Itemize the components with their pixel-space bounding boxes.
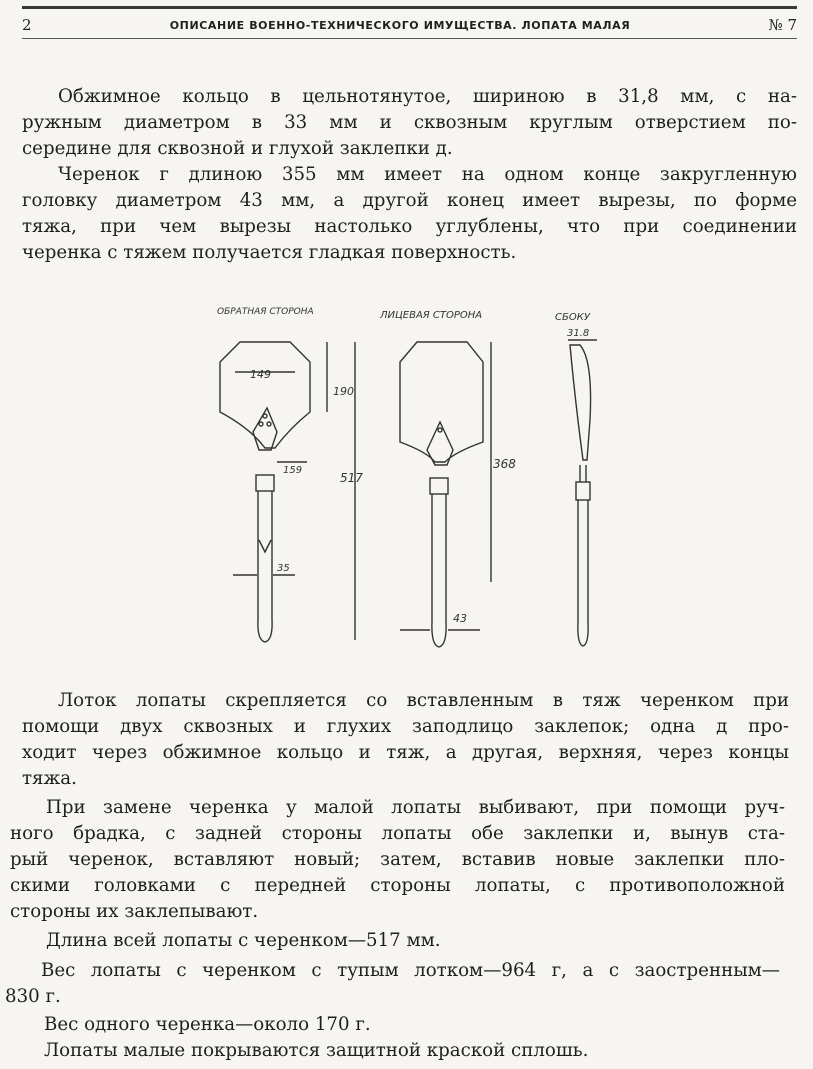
text-line: ружным диаметром в 33 мм и сквозным круглым отверстием по- <box>22 112 797 133</box>
text-line: тяжа. <box>22 768 77 789</box>
text-line: Лопаты малые покрываются защитной краской сплошь. <box>44 1040 589 1061</box>
text-line: При замене черенка у малой лопаты выбивают, при помощи руч- <box>46 797 785 818</box>
paragraph-zamena <box>10 795 785 925</box>
paragraph-kraska <box>8 1038 783 1064</box>
shovel-technical-drawing <box>195 300 635 660</box>
dim-head-diameter: 43 <box>453 612 467 625</box>
text-line: черенка с тяжем получается гладкая поверхность. <box>22 242 517 263</box>
text-line: 830 г. <box>5 986 61 1007</box>
dim-blade-width: 149 <box>250 368 271 381</box>
paragraph-lotok <box>22 688 789 792</box>
text-line: Лоток лопаты скрепляется со вставленным в тяж черенком при <box>58 690 789 711</box>
running-title: ОПИСАНИЕ ВОЕННО-ТЕХНИЧЕСКОГО ИМУЩЕСТВА. ЛОПАТА МАЛАЯ <box>169 18 631 32</box>
dim-front-length: 368 <box>493 457 516 471</box>
dim-total-length: 517 <box>340 471 363 485</box>
text-line: рый черенок, вставляют новый; затем, вставив новые заклепки пло- <box>10 849 785 870</box>
text-line: ного брадка, с задней стороны лопаты обе заклепки и, вынув ста- <box>10 823 785 844</box>
text-line: Длина всей лопаты с черенком—517 мм. <box>46 930 441 951</box>
text-line: головку диаметром 43 мм, а другой конец имеет вырезы, по форме <box>22 190 797 211</box>
label-side: СБОКУ <box>555 312 590 323</box>
text-line: стороны их заклепывают. <box>10 901 259 922</box>
text-line: помощи двух сквозных и глухих заподлицо заклепок; одна д про- <box>22 716 789 737</box>
running-header <box>22 12 797 39</box>
paragraph-dlina <box>10 928 785 954</box>
text-line: ходит через обжимное кольцо и тяж, а другая, верхняя, через концы <box>22 742 789 763</box>
issue-number: № 7 <box>768 16 797 34</box>
dim-ring-width: 31.8 <box>567 328 590 339</box>
paragraph-obzhimnoe-koltso <box>22 84 797 162</box>
paragraph-ves-cherenka <box>8 1012 783 1038</box>
dim-neck-width: 159 <box>283 465 303 476</box>
text-line: тяжа, при чем вырезы настолько углублены, что при соединении <box>22 216 797 237</box>
text-line: скими головками с передней стороны лопаты, с противоположной <box>10 875 785 896</box>
shovel-front-view <box>400 342 491 647</box>
page-number: 2 <box>22 16 32 34</box>
text-line: середине для сквозной и глухой заклепки д. <box>22 138 453 159</box>
label-back-side: ОБРАТНАЯ СТОРОНА <box>217 307 314 317</box>
text-line: Обжимное кольцо в цельнотянутое, шириною в 31,8 мм, с на- <box>58 86 797 107</box>
shovel-side-view <box>568 340 597 646</box>
dim-handle-diameter: 35 <box>277 563 290 574</box>
header-rule <box>22 6 797 9</box>
paragraph-ves <box>5 958 780 1010</box>
label-front-side: ЛИЦЕВАЯ СТОРОНА <box>380 310 483 321</box>
text-line: Вес лопаты с черенком с тупым лотком—964 г, а с заостренным— <box>41 960 780 981</box>
text-line: Черенок г длиною 355 мм имеет на одном конце закругленную <box>58 164 797 185</box>
text-line: Вес одного черенка—около 170 г. <box>44 1014 371 1035</box>
paragraph-cherenok <box>22 162 797 266</box>
dim-blade-length: 190 <box>333 385 354 398</box>
